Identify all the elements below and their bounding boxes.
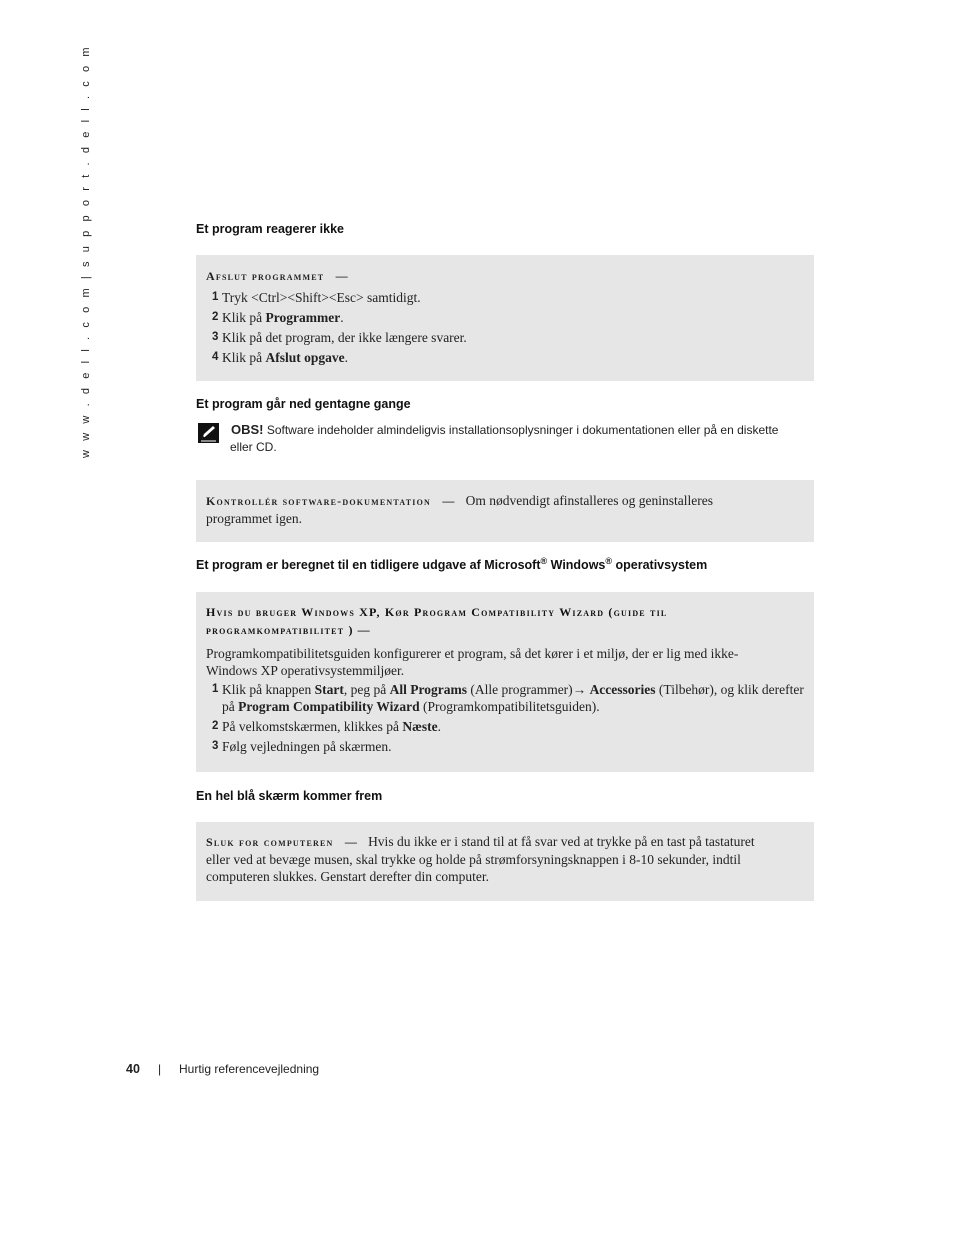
- box-title-cont: programkompatibilitet ): [206, 623, 354, 637]
- step-text: , peg på: [343, 682, 390, 697]
- box-turn-off-computer: [196, 822, 814, 901]
- step-2: [206, 718, 804, 735]
- note: [198, 421, 814, 456]
- registered-mark: ®: [605, 556, 613, 566]
- box-title: Hvis du bruger Windows XP, Kør Program Compatibility Wizard (guide til: [206, 605, 668, 619]
- note-pencil-icon: [198, 423, 219, 443]
- step-number: 2: [212, 311, 219, 323]
- box-title: Afslut programmet: [206, 269, 325, 283]
- page-number: 40: [126, 1062, 140, 1076]
- dash: —: [442, 494, 456, 508]
- side-url: w w w . d e l l . c o m | s u p p o r t . d e l l . c o m: [80, 44, 92, 458]
- step-text: Klik på det program, der ikke længere svarer.: [222, 330, 467, 345]
- step-text: Følg vejledningen på skærmen.: [222, 739, 392, 754]
- step-text: Klik på: [222, 310, 266, 325]
- step-bold: Programmer: [265, 310, 341, 325]
- heading-part: Windows: [547, 558, 606, 573]
- step-text: på: [222, 699, 239, 714]
- step-text: Klik på: [222, 350, 266, 365]
- dash: —: [344, 835, 359, 849]
- box-text: Hvis du ikke er i stand til at få svar ved at trykke på en tast på tastaturet: [368, 834, 755, 849]
- box-text: Om nødvendigt afinstalleres og geninstalleres: [465, 493, 714, 508]
- step-text: (Alle programmer)→: [466, 682, 590, 697]
- footer-separator: |: [158, 1062, 162, 1076]
- step-text: (Programkompatibilitetsguiden).: [419, 699, 600, 714]
- step-text: .: [344, 350, 349, 365]
- dash: —: [335, 269, 349, 283]
- box-text-cont: eller ved at bevæge musen, skal trykke og holde på strømforsyningsknappen i 8-10 sekunder, indtil: [206, 852, 741, 867]
- step-number: 1: [212, 683, 219, 695]
- box-title: Kontrollér software-dokumentation: [206, 494, 431, 508]
- box-compatibility-wizard: [196, 592, 814, 772]
- step-1: [206, 681, 804, 715]
- box-close-program: [196, 255, 814, 381]
- step-bold: Næste: [402, 719, 438, 734]
- step-3: [206, 738, 804, 755]
- step-bold: Start: [314, 682, 344, 697]
- step-text: .: [437, 719, 441, 734]
- note-text-cont: eller CD.: [230, 440, 277, 454]
- step-1: [206, 289, 804, 306]
- heading-part: operativsystem: [612, 558, 708, 573]
- footer-title: Hurtig referencevejledning: [179, 1062, 320, 1076]
- note-label: OBS!: [231, 422, 264, 437]
- step-number: 2: [212, 720, 219, 732]
- step-text: Tryk <Ctrl><Shift><Esc> samtidigt.: [222, 290, 421, 305]
- heading-blue-screen: En hel blå skærm kommer frem: [196, 789, 383, 803]
- step-text: Klik på knappen: [222, 682, 315, 697]
- box-check-documentation: [196, 480, 814, 542]
- step-bold: All Programs: [389, 682, 467, 697]
- registered-mark: ®: [540, 556, 548, 566]
- dash: —: [357, 623, 371, 637]
- box-title: Sluk for computeren: [206, 835, 334, 849]
- step-bold: Accessories: [589, 682, 656, 697]
- step-text: .: [340, 310, 344, 325]
- step-text: På velkomstskærmen, klikkes på: [222, 719, 403, 734]
- heading-older-windows: [196, 556, 707, 572]
- heading-program-not-responding: Et program reagerer ikke: [196, 222, 344, 236]
- step-4: [206, 349, 804, 366]
- box-text-cont: computeren slukkes. Genstart derefter din computer.: [206, 869, 490, 884]
- step-text: (Tilbehør), og klik derefter: [655, 682, 804, 697]
- step-2: [206, 309, 804, 326]
- note-text: Software indeholder almindeligvis installationsoplysninger i dokumentationen eller på en diskette: [263, 423, 779, 437]
- step-bold: Afslut opgave: [265, 350, 345, 365]
- heading-program-crashes: Et program går ned gentagne gange: [196, 397, 411, 411]
- step-number: 1: [212, 291, 219, 303]
- box-text-cont: programmet igen.: [206, 511, 302, 526]
- step-bold: Program Compatibility Wizard: [238, 699, 420, 714]
- step-3: [206, 329, 804, 346]
- intro-text: Programkompatibilitetsguiden konfigurerer et program, så det kører i et miljø, der er lig med ikke-: [206, 646, 739, 661]
- intro-text-cont: Windows XP operativsystemmiljøer.: [206, 663, 405, 678]
- heading-part: Et program er beregnet til en tidligere udgave af Microsoft: [196, 558, 541, 573]
- step-number: 3: [212, 740, 219, 752]
- step-number: 3: [212, 331, 219, 343]
- step-number: 4: [212, 351, 219, 363]
